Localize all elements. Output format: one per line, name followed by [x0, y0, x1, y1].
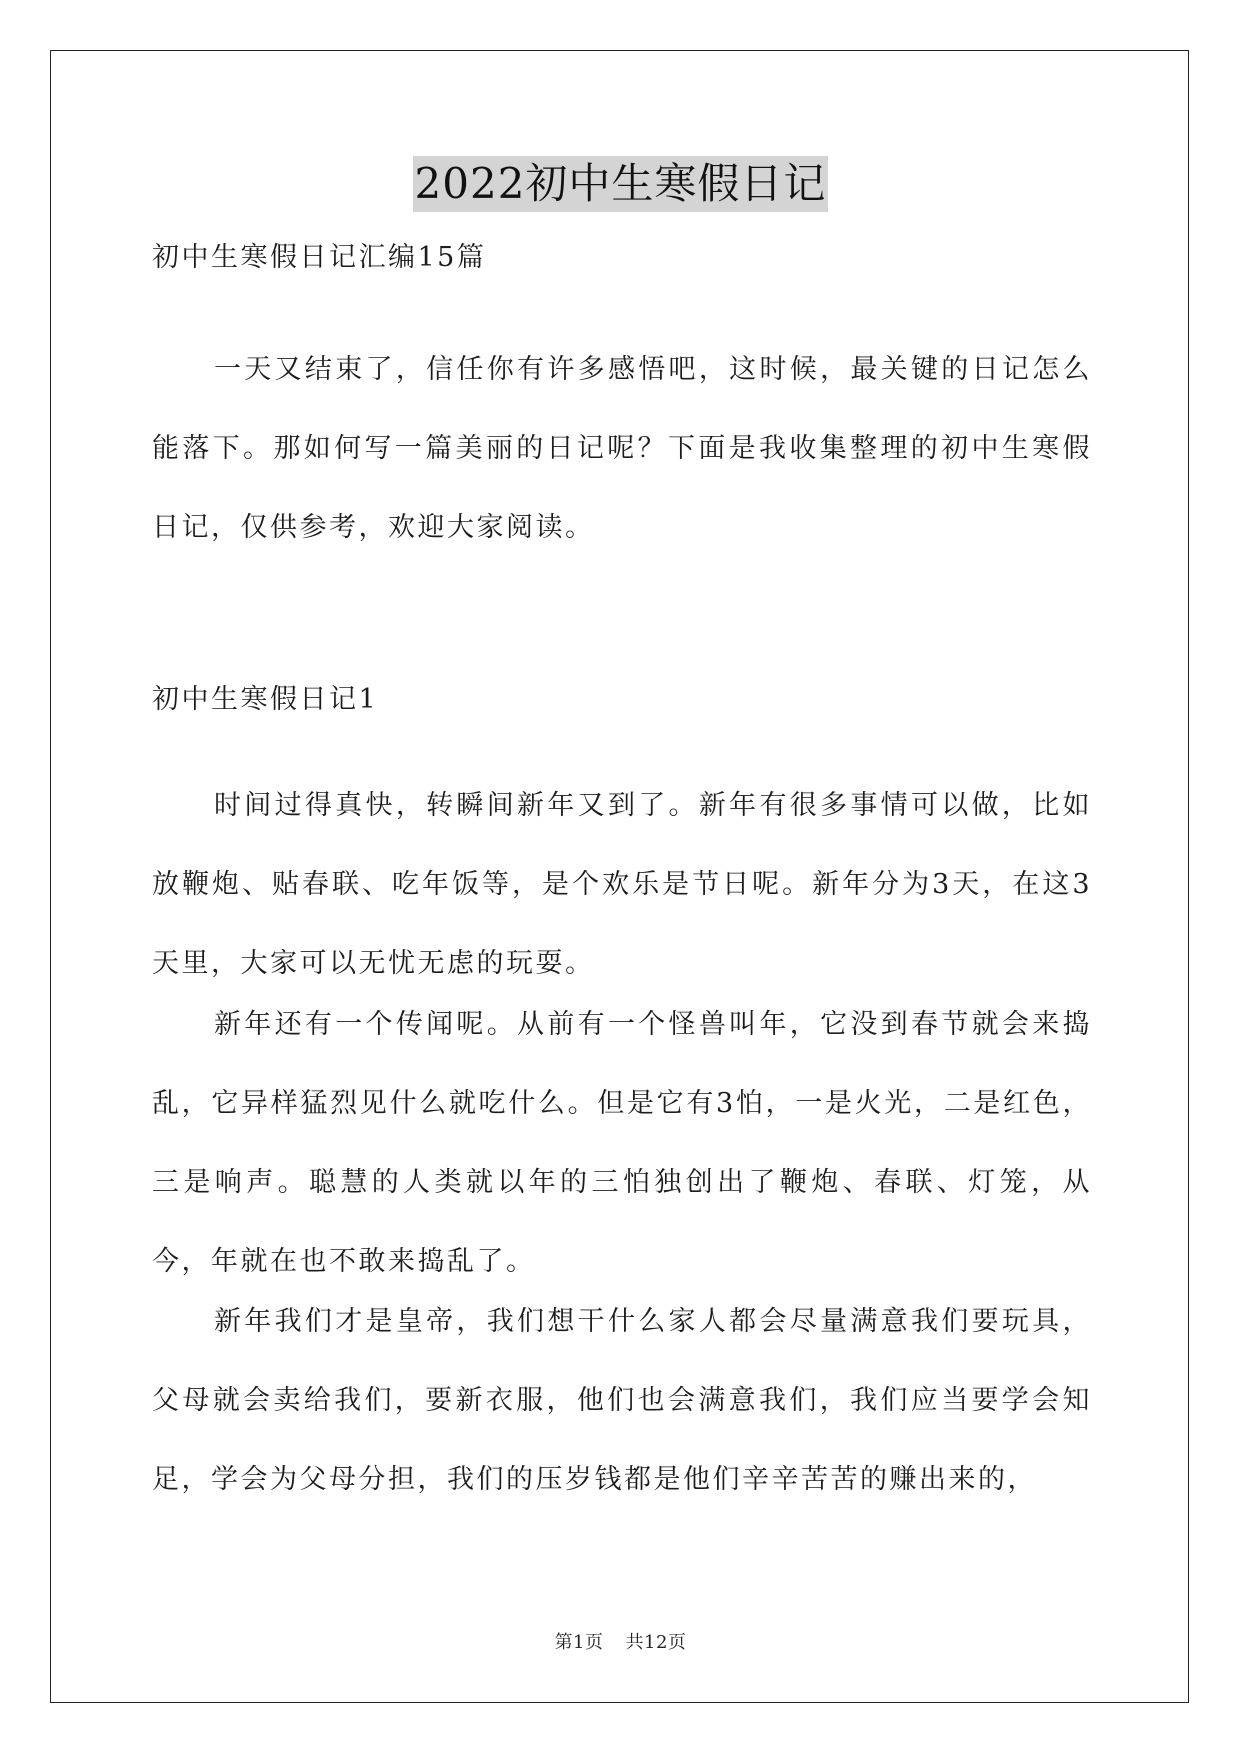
- section-heading: 初中生寒假日记1: [152, 684, 379, 715]
- body-paragraph-2: 新年还有一个传闻呢。从前有一个怪兽叫年，它没到春节就会来捣乱，它异样猛烈见什么就吃什么。但是它有3怕，一是火光，二是红色，三是响声。聪慧的人类就以年的三怕独创出了鞭炮、春联、灯笼，从今，年就在也不敢来捣乱了。: [152, 1009, 1092, 1277]
- body-paragraph-3: 新年我们才是皇帝，我们想干什么家人都会尽量满意我们要玩具，父母就会卖给我们，要新衣服，他们也会满意我们，我们应当要学会知足，学会为父母分担，我们的压岁钱都是他们辛辛苦苦的赚出来的，: [152, 1306, 1092, 1495]
- document-subtitle: 初中生寒假日记汇编15篇: [152, 242, 487, 273]
- title-container: [0, 156, 1241, 212]
- intro-paragraph: 一天又结束了，信任你有许多感悟吧，这时候，最关键的日记怎么能落下。那如何写一篇美丽的日记呢？下面是我收集整理的初中生寒假日记，仅供参考，欢迎大家阅读。: [152, 354, 1092, 543]
- page-number: 第1页: [554, 1632, 604, 1653]
- body-paragraph-1: 时间过得真快，转瞬间新年又到了。新年有很多事情可以做，比如放鞭炮、贴春联、吃年饭等，是个欢乐是节日呢。新年分为3天，在这3天里，大家可以无忧无虑的玩耍。: [152, 790, 1092, 979]
- page-footer: [0, 1628, 1241, 1654]
- document-title: 2022初中生寒假日记: [413, 156, 829, 212]
- page-total: 共12页: [625, 1632, 687, 1653]
